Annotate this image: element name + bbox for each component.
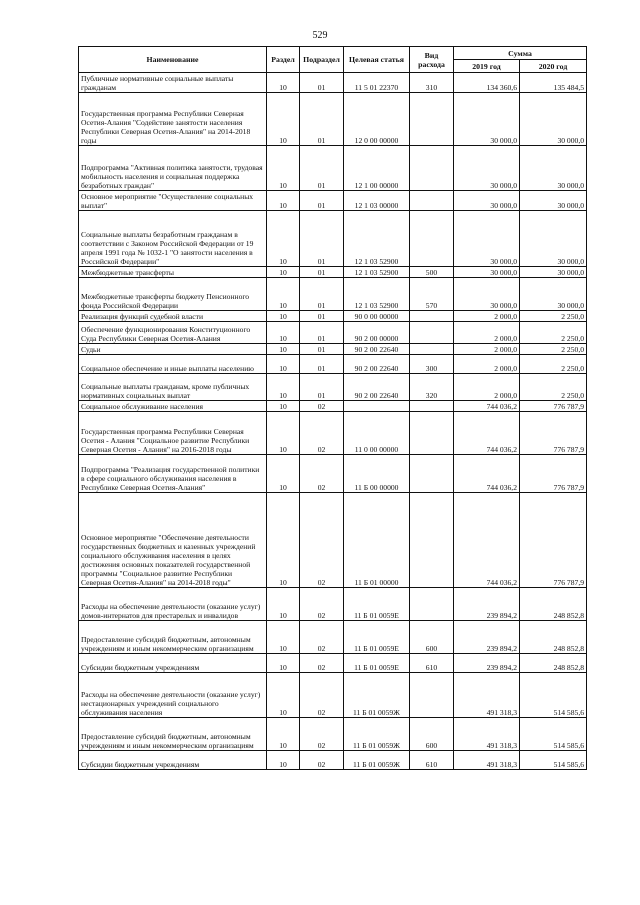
row-sum-2020-cell: 248 852,8: [520, 654, 587, 673]
row-section-cell: 10: [267, 344, 300, 355]
table-row: [79, 267, 587, 278]
row-expense-type-cell: [410, 93, 454, 146]
row-sum-2019-cell: 2 000,0: [454, 374, 520, 401]
row-sum-2019-cell: 2 000,0: [454, 322, 520, 344]
row-sum-2020-cell: 248 852,8: [520, 621, 587, 654]
row-expense-type-cell: [410, 493, 454, 588]
row-expense-type-cell: [410, 412, 454, 455]
row-subsection-cell: 01: [300, 311, 344, 322]
table-row: [79, 73, 587, 93]
row-sum-2020-cell: 2 250,0: [520, 344, 587, 355]
row-sum-2019-cell: 30 000,0: [454, 211, 520, 267]
row-section-cell: 10: [267, 654, 300, 673]
row-name-cell: Основное мероприятие "Обеспечение деятельности государственных бюджетных и казенных учреждений социального обслуживания населения в целях достижения основных показателей государственной программы "Социальное развитие Республики Северная Осетия-Алания" на 2014-2018 годы": [79, 493, 267, 588]
row-subsection-cell: 02: [300, 718, 344, 751]
row-name-cell: Межбюджетные трансферты бюджету Пенсионного фонда Российской Федерации: [79, 278, 267, 311]
row-expense-type-cell: [410, 191, 454, 211]
row-target-cell: 90 2 00 00000: [344, 322, 410, 344]
row-target-cell: 11 Б 01 0059Е: [344, 588, 410, 621]
row-target-cell: 90 2 00 22640: [344, 355, 410, 374]
row-section-cell: 10: [267, 374, 300, 401]
row-expense-type-cell: 610: [410, 751, 454, 770]
table-row: [79, 146, 587, 191]
row-target-cell: 11 Б 01 0059Ж: [344, 673, 410, 718]
table-row: [79, 322, 587, 344]
row-expense-type-cell: 310: [410, 73, 454, 93]
row-sum-2019-cell: 239 894,2: [454, 621, 520, 654]
row-sum-2019-cell: 239 894,2: [454, 654, 520, 673]
row-sum-2019-cell: 30 000,0: [454, 191, 520, 211]
row-subsection-cell: 01: [300, 278, 344, 311]
row-section-cell: 10: [267, 455, 300, 493]
row-name-cell: Социальное обеспечение и иные выплаты населению: [79, 355, 267, 374]
row-subsection-cell: 01: [300, 211, 344, 267]
row-subsection-cell: 01: [300, 73, 344, 93]
row-expense-type-cell: 570: [410, 278, 454, 311]
row-name-cell: Подпрограмма "Реализация государственной политики в сфере социального обслуживания населения в Республике Северная Осетия-Алания": [79, 455, 267, 493]
table-row: [79, 455, 587, 493]
row-sum-2020-cell: 135 484,5: [520, 73, 587, 93]
row-name-cell: Основное мероприятие "Осуществление социальных выплат": [79, 191, 267, 211]
row-section-cell: 10: [267, 493, 300, 588]
row-expense-type-cell: 600: [410, 718, 454, 751]
row-expense-type-cell: 600: [410, 621, 454, 654]
row-subsection-cell: 01: [300, 267, 344, 278]
row-target-cell: 11 Б 01 0059Е: [344, 654, 410, 673]
row-target-cell: 12 1 00 00000: [344, 146, 410, 191]
row-name-cell: Межбюджетные трансферты: [79, 267, 267, 278]
row-section-cell: 10: [267, 718, 300, 751]
row-section-cell: 10: [267, 311, 300, 322]
row-name-cell: Расходы на обеспечение деятельности (оказание услуг) нестационарных учреждений социального обслуживания населения: [79, 673, 267, 718]
row-name-cell: Государственная программа Республики Северная Осетия - Алания "Социальное развитие Республики Северная Осетия - Алания" на 2016-2018 годы: [79, 412, 267, 455]
row-subsection-cell: 01: [300, 344, 344, 355]
row-target-cell: 12 1 03 52900: [344, 211, 410, 267]
row-expense-type-cell: [410, 588, 454, 621]
row-section-cell: 10: [267, 412, 300, 455]
row-section-cell: 10: [267, 588, 300, 621]
row-expense-type-cell: 320: [410, 374, 454, 401]
row-sum-2019-cell: 239 894,2: [454, 588, 520, 621]
row-subsection-cell: 01: [300, 146, 344, 191]
table-row: [79, 355, 587, 374]
row-subsection-cell: 02: [300, 751, 344, 770]
header-year-2019: 2019 год: [454, 60, 520, 73]
row-sum-2019-cell: 744 036,2: [454, 412, 520, 455]
table-row: [79, 344, 587, 355]
row-target-cell: 11 Б 01 0059Ж: [344, 718, 410, 751]
row-section-cell: 10: [267, 355, 300, 374]
row-expense-type-cell: [410, 211, 454, 267]
row-name-cell: Социальное обслуживание населения: [79, 401, 267, 412]
row-sum-2019-cell: 134 360,6: [454, 73, 520, 93]
row-subsection-cell: 02: [300, 493, 344, 588]
row-target-cell: 11 0 00 00000: [344, 412, 410, 455]
row-expense-type-cell: 610: [410, 654, 454, 673]
row-sum-2019-cell: 744 036,2: [454, 401, 520, 412]
row-sum-2019-cell: 491 318,3: [454, 718, 520, 751]
row-section-cell: 10: [267, 93, 300, 146]
row-subsection-cell: 02: [300, 401, 344, 412]
row-sum-2020-cell: 30 000,0: [520, 211, 587, 267]
row-target-cell: 12 1 03 52900: [344, 278, 410, 311]
table-row: [79, 751, 587, 770]
row-subsection-cell: 01: [300, 322, 344, 344]
row-subsection-cell: 02: [300, 588, 344, 621]
header-year-2020: 2020 год: [520, 60, 587, 73]
row-section-cell: 10: [267, 73, 300, 93]
row-sum-2020-cell: 514 585,6: [520, 718, 587, 751]
row-sum-2020-cell: 776 787,9: [520, 493, 587, 588]
row-section-cell: 10: [267, 146, 300, 191]
row-section-cell: 10: [267, 401, 300, 412]
row-sum-2019-cell: 30 000,0: [454, 278, 520, 311]
header-subsection: Подраздел: [300, 47, 344, 73]
table-row: [79, 93, 587, 146]
row-sum-2020-cell: 514 585,6: [520, 751, 587, 770]
row-expense-type-cell: [410, 146, 454, 191]
row-subsection-cell: 02: [300, 673, 344, 718]
row-target-cell: 12 1 03 52900: [344, 267, 410, 278]
table-row: [79, 401, 587, 412]
row-sum-2019-cell: 30 000,0: [454, 93, 520, 146]
row-target-cell: 11 Б 01 0059Ж: [344, 751, 410, 770]
row-subsection-cell: 02: [300, 412, 344, 455]
row-section-cell: 10: [267, 673, 300, 718]
row-sum-2020-cell: 30 000,0: [520, 278, 587, 311]
table-row: [79, 673, 587, 718]
row-name-cell: Предоставление субсидий бюджетным, автономным учреждениям и иным некоммерческим организациям: [79, 718, 267, 751]
table-row: [79, 621, 587, 654]
row-sum-2020-cell: 2 250,0: [520, 311, 587, 322]
row-name-cell: Субсидии бюджетным учреждениям: [79, 751, 267, 770]
table-row: [79, 211, 587, 267]
row-target-cell: 11 Б 01 0059Е: [344, 621, 410, 654]
row-sum-2019-cell: 2 000,0: [454, 344, 520, 355]
row-sum-2019-cell: 744 036,2: [454, 455, 520, 493]
row-sum-2020-cell: 514 585,6: [520, 673, 587, 718]
row-target-cell: 90 2 00 22640: [344, 344, 410, 355]
row-name-cell: Публичные нормативные социальные выплаты гражданам: [79, 73, 267, 93]
row-section-cell: 10: [267, 211, 300, 267]
row-subsection-cell: 02: [300, 455, 344, 493]
header-name: Наименование: [79, 47, 267, 73]
row-target-cell: [344, 401, 410, 412]
row-name-cell: Субсидии бюджетным учреждениям: [79, 654, 267, 673]
table-row: [79, 588, 587, 621]
table-row: [79, 311, 587, 322]
row-name-cell: Социальные выплаты гражданам, кроме публичных нормативных социальных выплат: [79, 374, 267, 401]
table-row: [79, 493, 587, 588]
row-sum-2020-cell: 776 787,9: [520, 412, 587, 455]
row-sum-2020-cell: 776 787,9: [520, 455, 587, 493]
row-subsection-cell: 01: [300, 191, 344, 211]
row-expense-type-cell: [410, 401, 454, 412]
row-expense-type-cell: [410, 322, 454, 344]
table-row: [79, 191, 587, 211]
row-name-cell: Обеспечение функционирования Конституционного Суда Республики Северная Осетия-Алания: [79, 322, 267, 344]
row-name-cell: Судьи: [79, 344, 267, 355]
row-sum-2020-cell: 30 000,0: [520, 267, 587, 278]
row-expense-type-cell: [410, 311, 454, 322]
row-sum-2020-cell: 776 787,9: [520, 401, 587, 412]
row-name-cell: Подпрограмма "Активная политика занятости, трудовая мобильность населения и социальная поддержка безработных граждан": [79, 146, 267, 191]
row-target-cell: 90 2 00 22640: [344, 374, 410, 401]
header-target: Целевая статья: [344, 47, 410, 73]
row-subsection-cell: 02: [300, 621, 344, 654]
row-section-cell: 10: [267, 751, 300, 770]
row-target-cell: 11 Б 00 00000: [344, 455, 410, 493]
budget-table: [78, 46, 587, 770]
row-subsection-cell: 01: [300, 374, 344, 401]
row-sum-2020-cell: 248 852,8: [520, 588, 587, 621]
row-target-cell: 11 Б 01 00000: [344, 493, 410, 588]
row-target-cell: 11 5 01 22370: [344, 73, 410, 93]
row-subsection-cell: 01: [300, 355, 344, 374]
row-sum-2019-cell: 2 000,0: [454, 311, 520, 322]
row-expense-type-cell: [410, 455, 454, 493]
row-sum-2020-cell: 30 000,0: [520, 93, 587, 146]
row-name-cell: Расходы на обеспечение деятельности (оказание услуг) домов-интернатов для престарелых и инвалидов: [79, 588, 267, 621]
row-name-cell: Реализация функций судебной власти: [79, 311, 267, 322]
row-sum-2020-cell: 30 000,0: [520, 191, 587, 211]
row-name-cell: Государственная программа Республики Северная Осетия-Алания "Содействие занятости населения Республики Северная Осетия-Алания" на 2014-2018 годы: [79, 93, 267, 146]
row-subsection-cell: 01: [300, 93, 344, 146]
row-name-cell: Предоставление субсидий бюджетным, автономным учреждениям и иным некоммерческим организациям: [79, 621, 267, 654]
table-row: [79, 374, 587, 401]
row-sum-2020-cell: 2 250,0: [520, 322, 587, 344]
table-row: [79, 718, 587, 751]
row-expense-type-cell: 500: [410, 267, 454, 278]
row-sum-2019-cell: 491 318,3: [454, 673, 520, 718]
row-expense-type-cell: [410, 673, 454, 718]
table-row: [79, 412, 587, 455]
table-row: [79, 278, 587, 311]
row-sum-2020-cell: 2 250,0: [520, 374, 587, 401]
page-number: 529: [312, 30, 328, 41]
row-section-cell: 10: [267, 621, 300, 654]
table-body: [79, 73, 587, 770]
row-sum-2019-cell: 2 000,0: [454, 355, 520, 374]
row-section-cell: 10: [267, 278, 300, 311]
row-target-cell: 12 1 03 00000: [344, 191, 410, 211]
row-sum-2020-cell: 2 250,0: [520, 355, 587, 374]
header-section: Раздел: [267, 47, 300, 73]
row-target-cell: 90 0 00 00000: [344, 311, 410, 322]
row-expense-type-cell: 300: [410, 355, 454, 374]
row-sum-2019-cell: 30 000,0: [454, 267, 520, 278]
row-sum-2019-cell: 744 036,2: [454, 493, 520, 588]
row-name-cell: Социальные выплаты безработным гражданам в соответствии с Законом Российской Федерации от 19 апреля 1991 года № 1032-1 "О занятости населения в Российской Федерации": [79, 211, 267, 267]
row-expense-type-cell: [410, 344, 454, 355]
row-subsection-cell: 02: [300, 654, 344, 673]
row-section-cell: 10: [267, 191, 300, 211]
row-sum-2019-cell: 30 000,0: [454, 146, 520, 191]
row-sum-2019-cell: 491 318,3: [454, 751, 520, 770]
row-section-cell: 10: [267, 322, 300, 344]
row-sum-2020-cell: 30 000,0: [520, 146, 587, 191]
header-sum: Сумма: [454, 47, 587, 60]
row-section-cell: 10: [267, 267, 300, 278]
row-target-cell: 12 0 00 00000: [344, 93, 410, 146]
header-expense-type: Вид расхода: [410, 47, 454, 73]
table-row: [79, 654, 587, 673]
